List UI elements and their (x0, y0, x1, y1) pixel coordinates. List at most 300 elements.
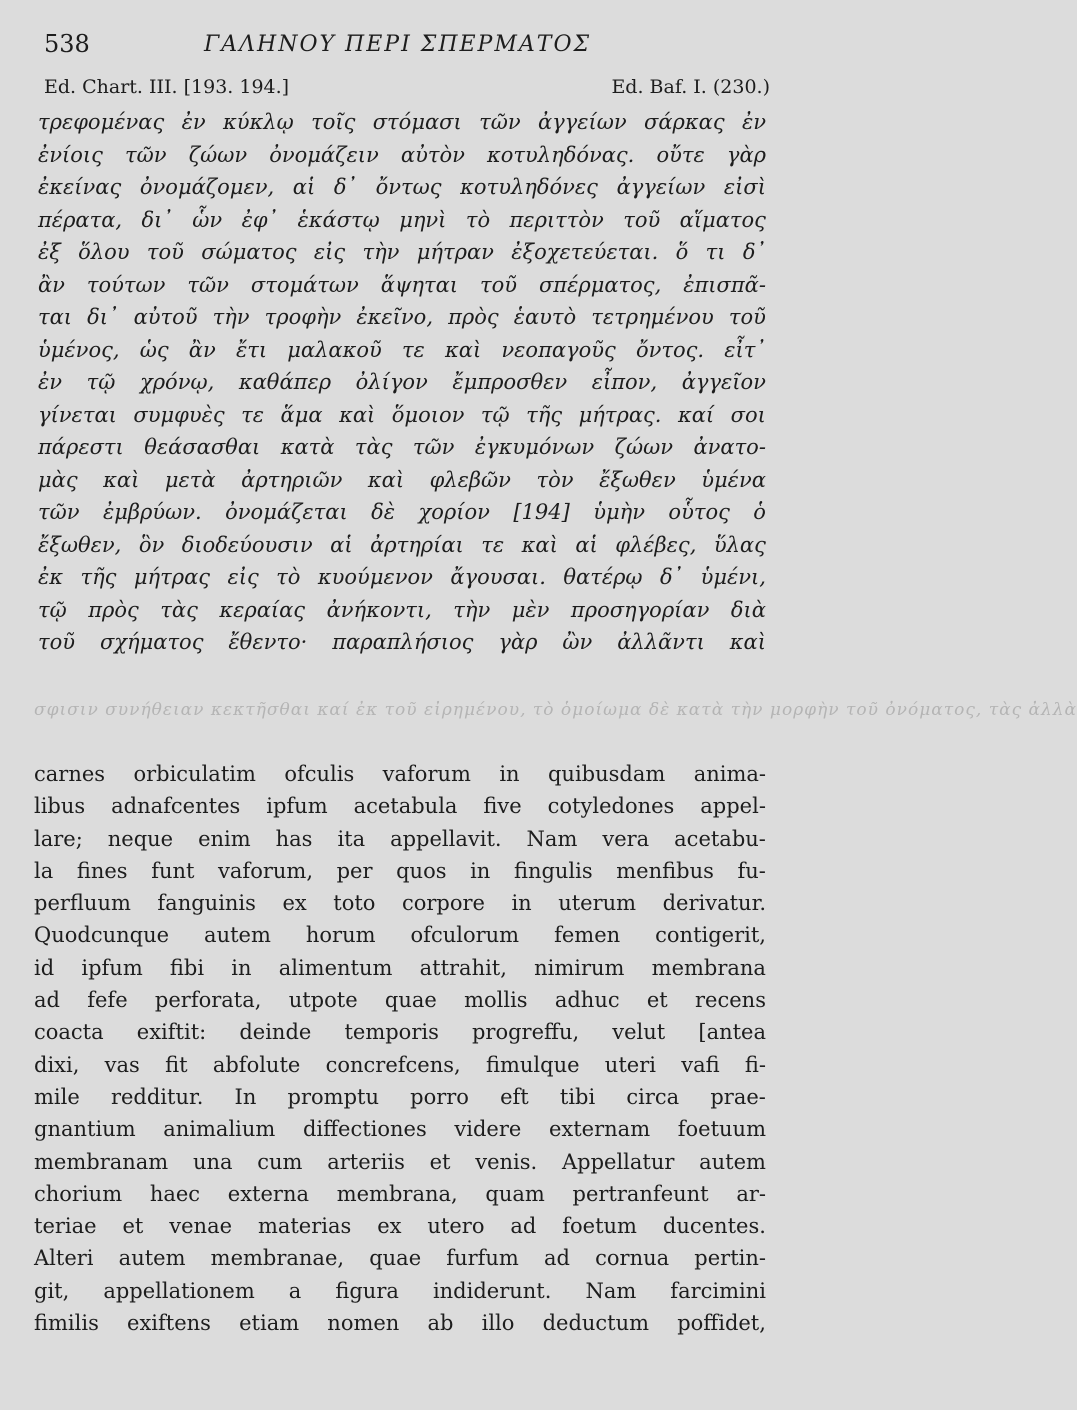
word: membranae, (210, 1246, 345, 1271)
word: τοῦ (38, 630, 76, 654)
word: ἀγγείων (537, 110, 627, 134)
word: στομάτων (250, 272, 359, 297)
word: redditur. (110, 1084, 204, 1109)
latin-text-line (34, 1146, 766, 1178)
word: vas (104, 1052, 140, 1077)
word: τρεφομένας (38, 110, 165, 134)
word: καὶ (521, 532, 558, 557)
word: quibusdam (547, 762, 666, 786)
greek-text-line (38, 106, 766, 139)
word: mile (34, 1084, 80, 1109)
latin-text-line (34, 1049, 766, 1081)
word: externa (227, 1181, 309, 1206)
word: [antea (698, 1020, 766, 1045)
word: μετὰ (164, 467, 216, 492)
word: προσηγορίαν (570, 597, 710, 622)
page-header (44, 30, 766, 64)
word: venis. (475, 1149, 538, 1174)
word: τοῦ (146, 240, 184, 264)
word: μηνὶ (399, 207, 447, 232)
word: κοτυληδόνες (460, 175, 598, 199)
word: ἐν (181, 110, 206, 134)
latin-text-line (34, 758, 766, 790)
word: coacta (34, 1020, 104, 1045)
word: δι᾽ (141, 207, 173, 232)
word: in (231, 955, 252, 980)
word: σάρκας (644, 110, 725, 134)
word: ἔξωθεν, (38, 532, 122, 557)
word: ἐκείνας (38, 175, 122, 199)
word: fingulis (513, 858, 593, 883)
word: videre (454, 1117, 522, 1142)
word: ὑμένος, (38, 337, 120, 362)
word: ἐνίοις (38, 142, 103, 167)
word: καθάπερ (238, 370, 332, 394)
word: χρόνῳ, (139, 370, 215, 394)
word: οὗτος (668, 500, 730, 524)
word: καὶ (103, 467, 140, 492)
word: αὐτοῦ (133, 305, 198, 329)
word: τετρημένου (591, 305, 714, 329)
word: derivatur. (662, 891, 766, 916)
word: enim (198, 826, 251, 851)
word: cornua (595, 1246, 670, 1271)
word: ἅμα (280, 402, 323, 427)
word: Quodcunque (34, 923, 170, 948)
word: ὑμένα (701, 467, 766, 492)
word: ται (38, 305, 73, 329)
word: animalium (163, 1117, 276, 1142)
edition-basel-ref: Ed. Baf. I. (230.) (611, 76, 770, 98)
word: ofculis (284, 762, 355, 786)
word: et (122, 1214, 144, 1239)
word: τὸ (276, 565, 301, 589)
word: neque (107, 826, 174, 851)
word: quae (384, 988, 437, 1013)
latin-text-line (34, 790, 766, 822)
word: κύκλῳ (222, 110, 294, 134)
word: τῶν (412, 435, 455, 459)
word: κεραίας (219, 597, 306, 622)
word: fanguinis (157, 891, 256, 916)
word: fimilis (34, 1311, 99, 1336)
word: φλέβες, (615, 532, 697, 557)
word: οὔτε (656, 142, 705, 167)
word: τε (241, 402, 265, 427)
word: ἀγγεῖον (681, 370, 766, 394)
word: femen (554, 923, 621, 948)
word: quae (369, 1246, 422, 1271)
word: κατὰ (280, 435, 335, 459)
word: recens (695, 988, 766, 1013)
word: θατέρῳ (563, 565, 643, 589)
greek-text-line (38, 561, 766, 594)
greek-text-line (38, 139, 766, 172)
word: ad (544, 1246, 570, 1271)
word: id (34, 955, 55, 980)
word: poffidet, (677, 1311, 766, 1336)
word: adnafcentes (111, 794, 241, 819)
word: εἶπον, (591, 370, 658, 394)
word: ὄντος. (635, 337, 705, 362)
latin-text-line (34, 1016, 766, 1048)
latin-text-line (34, 823, 766, 855)
word: ar- (736, 1181, 766, 1206)
word: menfibus (616, 858, 714, 883)
word: τοῦ (479, 272, 518, 297)
word: in (511, 891, 532, 916)
word: circa (626, 1084, 680, 1109)
word: ὀνομάζειν (269, 142, 379, 167)
latin-text-line (34, 1275, 766, 1307)
word: ἂν (188, 337, 216, 362)
word: ἐξ (38, 240, 61, 264)
latin-text-line (34, 855, 766, 887)
running-title: ΓΑΛΗΝΟΥ ΠΕΡΙ ΣΠΕΡΜΑΤΟΣ (204, 32, 592, 57)
greek-text-line (38, 269, 766, 302)
word: κυούμενον (317, 565, 433, 589)
word: συμφυὲς (133, 402, 225, 427)
word: dixi, (34, 1052, 80, 1077)
word: σοι (730, 402, 766, 427)
word: ὀνομάζεται (225, 500, 348, 524)
word: illo (481, 1311, 515, 1336)
word: fi- (744, 1052, 766, 1077)
word: ex (282, 891, 307, 916)
word: externam (548, 1117, 651, 1142)
greek-text-line (38, 431, 766, 464)
word: ἀγγείων (616, 175, 706, 199)
word: appel- (700, 794, 766, 819)
word: ἔμπροσθεν (452, 370, 568, 394)
word: in (499, 762, 520, 786)
word: τὰς (160, 597, 198, 622)
word: fines (76, 858, 128, 883)
word: chorium (34, 1181, 123, 1206)
word: autem (699, 1149, 766, 1174)
word: ἐξοχετεύεται. (511, 240, 659, 264)
word: αἱ (575, 532, 598, 557)
word: membranam (34, 1149, 169, 1174)
word: τοῦ (728, 305, 766, 329)
word: τὴν (212, 305, 250, 329)
word: ἔξωθεν (599, 467, 676, 492)
word: ὧν (192, 207, 223, 232)
bleed-through-text: σφισιν συνήθειαν κεκτῆσθαι καί ἐκ τοῦ εἰρημένου, τὸ ὁμοίωμα δὲ κατὰ τὴν μορφὴν τοῦ ὀνόματος, τὰς ἀλλὰ (34, 700, 1077, 720)
word: δὲ (371, 500, 396, 524)
edition-chartier-ref: Ed. Chart. III. [193. 194.] (44, 76, 290, 98)
word: arteriis (327, 1149, 405, 1174)
word: uteri (604, 1052, 656, 1077)
word: la (34, 858, 54, 883)
word: nomen (327, 1311, 400, 1336)
greek-text-line (38, 366, 766, 399)
word: et (429, 1149, 451, 1174)
word: fefe (87, 988, 128, 1013)
page-number: 538 (44, 30, 90, 58)
word: utpote (288, 988, 358, 1013)
word: χορίον (418, 500, 490, 524)
word: fibi (169, 955, 205, 980)
word: progreffu, (471, 1020, 580, 1045)
word: μὲν (511, 597, 550, 622)
word: τε (481, 532, 505, 557)
word: autem (118, 1246, 186, 1271)
word: σχήματος (99, 630, 204, 654)
greek-text-line (38, 236, 766, 269)
word: materias (257, 1214, 352, 1239)
edition-reference-line (44, 76, 770, 102)
word: εἶτ᾽ (724, 337, 766, 362)
word: ἐμβρύων. (102, 500, 202, 524)
word: πάρεστι (38, 435, 124, 459)
word: τῆς (526, 402, 563, 427)
word: αἵματος (679, 207, 766, 232)
word: διοδεύουσιν (181, 532, 313, 557)
latin-text-line (34, 952, 766, 984)
word: τροφὴν (264, 305, 342, 329)
word: μήτρας. (578, 402, 662, 427)
greek-text-block (38, 106, 766, 659)
word: αἱ (330, 532, 353, 557)
word: vera (602, 826, 650, 851)
word: ipfum (81, 955, 143, 980)
word: abfolute (212, 1052, 301, 1077)
word: εἰς (227, 565, 259, 589)
word: ὅλου (78, 240, 130, 264)
word: foetum (562, 1214, 637, 1239)
word: deductum (542, 1311, 650, 1336)
greek-text-line (38, 171, 766, 204)
word: νεοπαγοῦς (501, 337, 616, 362)
word: ἐπισπᾶ- (683, 272, 766, 297)
word: γὰρ (498, 630, 538, 654)
word: τούτων (86, 272, 166, 297)
word: περιττὸν (509, 207, 604, 232)
word: ὄντως (375, 175, 442, 199)
word: mollis (464, 988, 528, 1013)
word: τῷ (86, 370, 116, 394)
word: ὁ (753, 500, 766, 524)
word: ἄγουσαι. (450, 565, 546, 589)
word: αὐτὸν (400, 142, 465, 167)
word: κοτυληδόνας. (487, 142, 635, 167)
word: ofculorum (410, 923, 520, 948)
word: τοῖς (311, 110, 356, 134)
word: Alteri (34, 1246, 94, 1271)
word: has (275, 826, 313, 851)
word: ἔτι (235, 337, 268, 362)
word: membrana (651, 955, 766, 980)
word: παραπλήσιος (332, 630, 474, 654)
greek-text-line (38, 496, 766, 529)
word: vaforum (382, 762, 471, 786)
word: porro (410, 1084, 469, 1109)
word: quos (396, 858, 447, 883)
word: exiftit: (136, 1020, 207, 1045)
word: καὶ (367, 467, 405, 492)
word: τῷ (38, 597, 67, 622)
word: ἐν (38, 370, 63, 394)
word: git, (34, 1278, 70, 1303)
word: cotyledones (547, 794, 675, 819)
word: ὕλας (713, 532, 766, 557)
word: anima- (693, 762, 766, 786)
word: vafi (681, 1052, 720, 1077)
word: Nam (585, 1278, 637, 1303)
greek-text-line (38, 204, 766, 237)
word: ὃν (138, 532, 165, 557)
word: acetabu- (674, 826, 766, 851)
word: αἱ (292, 175, 316, 199)
word: exiftens (127, 1311, 211, 1336)
word: τὴν (453, 597, 491, 622)
word: τῶν (187, 272, 229, 297)
word: attrahit, (419, 955, 507, 980)
word: μὰς (38, 467, 78, 492)
word: τὸν (536, 467, 574, 492)
word: fimulque (485, 1052, 580, 1077)
word: diffectiones (302, 1117, 427, 1142)
word: πέρατα, (38, 207, 123, 232)
word: ducentes. (662, 1214, 766, 1239)
word: ἀρτηρίαι (370, 532, 464, 557)
word: teriae (34, 1214, 97, 1239)
word: horum (305, 923, 376, 948)
word: perforata, (154, 988, 262, 1013)
word: per (336, 858, 373, 883)
word: haec (149, 1181, 201, 1206)
word: ἀνήκοντι, (326, 597, 432, 622)
word: καί (677, 402, 715, 427)
word: appellavit. (390, 826, 502, 851)
word: utero (427, 1214, 485, 1239)
word: ipfum (266, 794, 328, 819)
word: adhuc (554, 988, 620, 1013)
word: furfum (446, 1246, 519, 1271)
word: perfluum (34, 891, 131, 916)
word: μήτραν (416, 240, 494, 264)
word: διὰ (730, 597, 766, 622)
word: ἐκεῖνο, (356, 305, 434, 329)
latin-text-line (34, 887, 766, 919)
word: nimirum (534, 955, 625, 980)
word: ἐγκυμόνων (474, 435, 595, 459)
word: ab (427, 1311, 454, 1336)
word: farcimini (670, 1278, 766, 1303)
word: fu- (737, 858, 766, 883)
word: γὰρ (726, 142, 766, 167)
word: ζώων (188, 142, 248, 167)
word: etiam (239, 1311, 300, 1336)
word: indiderunt. (432, 1278, 552, 1303)
word: ὢν (562, 630, 593, 654)
word: et (646, 988, 668, 1013)
word: ὑμὴν (593, 500, 645, 524)
greek-text-line (38, 464, 766, 497)
word: ad (510, 1214, 537, 1239)
word: concrefcens, (325, 1052, 461, 1077)
word: velut (612, 1020, 666, 1045)
word: ἀνατο- (693, 435, 766, 459)
word: corpore (401, 891, 485, 916)
word: θεάσασθαι (144, 435, 261, 459)
word: venae (169, 1214, 233, 1239)
word: εἰς (313, 240, 346, 264)
word: τῶν (479, 110, 521, 134)
latin-text-line (34, 984, 766, 1016)
word: τι (705, 240, 726, 264)
word: funt (151, 858, 195, 883)
word: πρὸς (448, 305, 499, 329)
word: ἀρτηριῶν (241, 467, 343, 492)
latin-text-line (34, 1178, 766, 1210)
word: πρὸς (88, 597, 139, 622)
word: gnantium (34, 1117, 136, 1142)
word: ἐφ᾽ (241, 207, 279, 232)
word: ἐκ (38, 565, 64, 589)
word: foetuum (677, 1117, 766, 1142)
word: καὶ (339, 402, 376, 427)
word: δι᾽ (87, 305, 119, 329)
word: alimentum (278, 955, 393, 980)
word: ἐν (741, 110, 766, 134)
word: τὰς (354, 435, 393, 459)
word: una (192, 1149, 233, 1174)
word: τῶν (125, 142, 167, 167)
word: ἀλλᾶντι (617, 630, 705, 654)
word: ὀλίγον (355, 370, 428, 394)
greek-text-line (38, 626, 766, 659)
word: ὅ (675, 240, 689, 264)
word: eft (500, 1084, 529, 1109)
word: τε (401, 337, 425, 362)
word: promptu (287, 1084, 379, 1109)
latin-text-line (34, 1113, 766, 1145)
word: ex (377, 1214, 402, 1239)
word: τῷ (480, 402, 510, 427)
word: ὑμένι, (700, 565, 766, 589)
word: lare; (34, 826, 83, 851)
word: τὸ (465, 207, 491, 232)
latin-text-block (34, 758, 766, 1339)
word: contigerit, (655, 923, 766, 948)
word: καὶ (445, 337, 482, 362)
word: δ᾽ (660, 565, 684, 589)
word: δ᾽ (333, 175, 357, 199)
word: quam (485, 1181, 545, 1206)
latin-text-line (34, 1307, 766, 1339)
greek-text-line (38, 334, 766, 367)
word: pertranfeunt (572, 1181, 709, 1206)
greek-text-line (38, 301, 766, 334)
word: ἔθεντο· (228, 630, 308, 654)
word: uterum (558, 891, 637, 916)
latin-text-line (34, 1242, 766, 1274)
word: εἰσὶ (723, 175, 766, 199)
word: δ᾽ (742, 240, 766, 264)
word: figura (335, 1278, 399, 1303)
word: toto (333, 891, 376, 916)
word: autem (204, 923, 271, 948)
greek-text-line (38, 594, 766, 627)
word: ἅψηται (380, 272, 459, 297)
word: five (483, 794, 522, 819)
latin-text-line (34, 1081, 766, 1113)
word: prae- (710, 1084, 766, 1109)
word: σπέρματος, (538, 272, 662, 297)
word: membrana, (336, 1181, 458, 1206)
